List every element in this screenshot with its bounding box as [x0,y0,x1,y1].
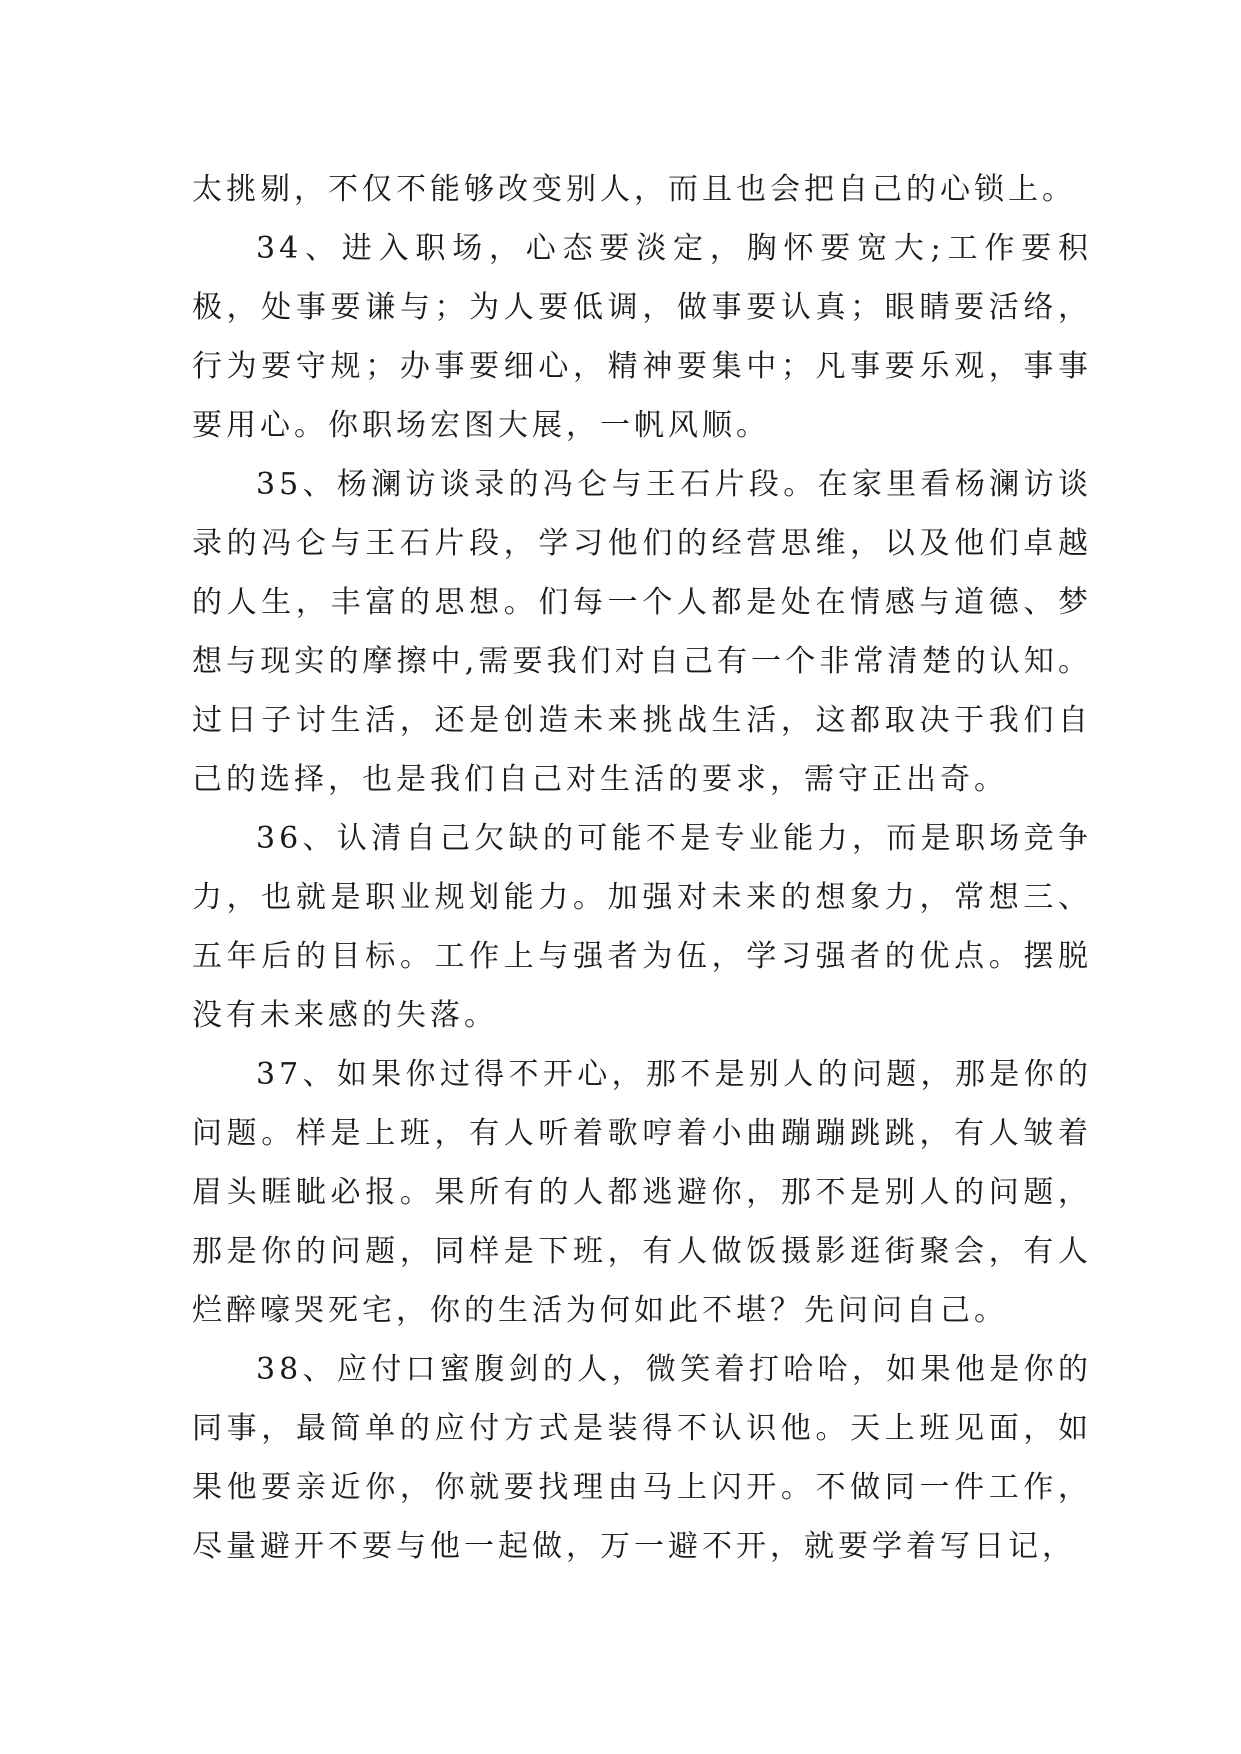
paragraph-35: 35、杨澜访谈录的冯仑与王石片段。在家里看杨澜访谈录的冯仑与王石片段，学习他们的经营思维，以及他们卓越的人生，丰富的思想。们每一个人都是处在情感与道德、梦想与现实的摩擦中,需要我们对自己有一个非常清楚的认知。过日子讨生活，还是创造未来挑战生活，这都取决于我们自己的选择，也是我们自己对生活的要求，需守正出奇。 [192,467,1092,797]
document-body [192,160,1092,1576]
paragraph-36: 36、认清自己欠缺的可能不是专业能力，而是职场竞争力，也就是职业规划能力。加强对未来的想象力，常想三、五年后的目标。工作上与强者为伍，学习强者的优点。摆脱没有未来感的失落。 [192,821,1092,1033]
paragraph-34: 34、进入职场，心态要淡定，胸怀要宽大;工作要积极，处事要谦与；为人要低调，做事要认真；眼睛要活络，行为要守规；办事要细心，精神要集中；凡事要乐观，事事要用心。你职场宏图大展，一帆风顺。 [192,231,1092,443]
paragraph-continued: 太挑剔，不仅不能够改变别人，而且也会把自己的心锁上。 [192,172,1076,207]
paragraph-38: 38、应付口蜜腹剑的人，微笑着打哈哈，如果他是你的同事，最简单的应付方式是装得不认识他。天上班见面，如果他要亲近你，你就要找理由马上闪开。不做同一件工作，尽量避开不要与他一起做，万一避不开，就要学着写日记， [192,1352,1092,1564]
paragraph-37: 37、如果你过得不开心，那不是别人的问题，那是你的问题。样是上班，有人听着歌哼着小曲蹦蹦跳跳，有人皱着眉头睚眦必报。果所有的人都逃避你，那不是别人的问题，那是你的问题，同样是下班，有人做饭摄影逛街聚会，有人烂醉嚎哭死宅，你的生活为何如此不堪？先问问自己。 [192,1057,1092,1328]
